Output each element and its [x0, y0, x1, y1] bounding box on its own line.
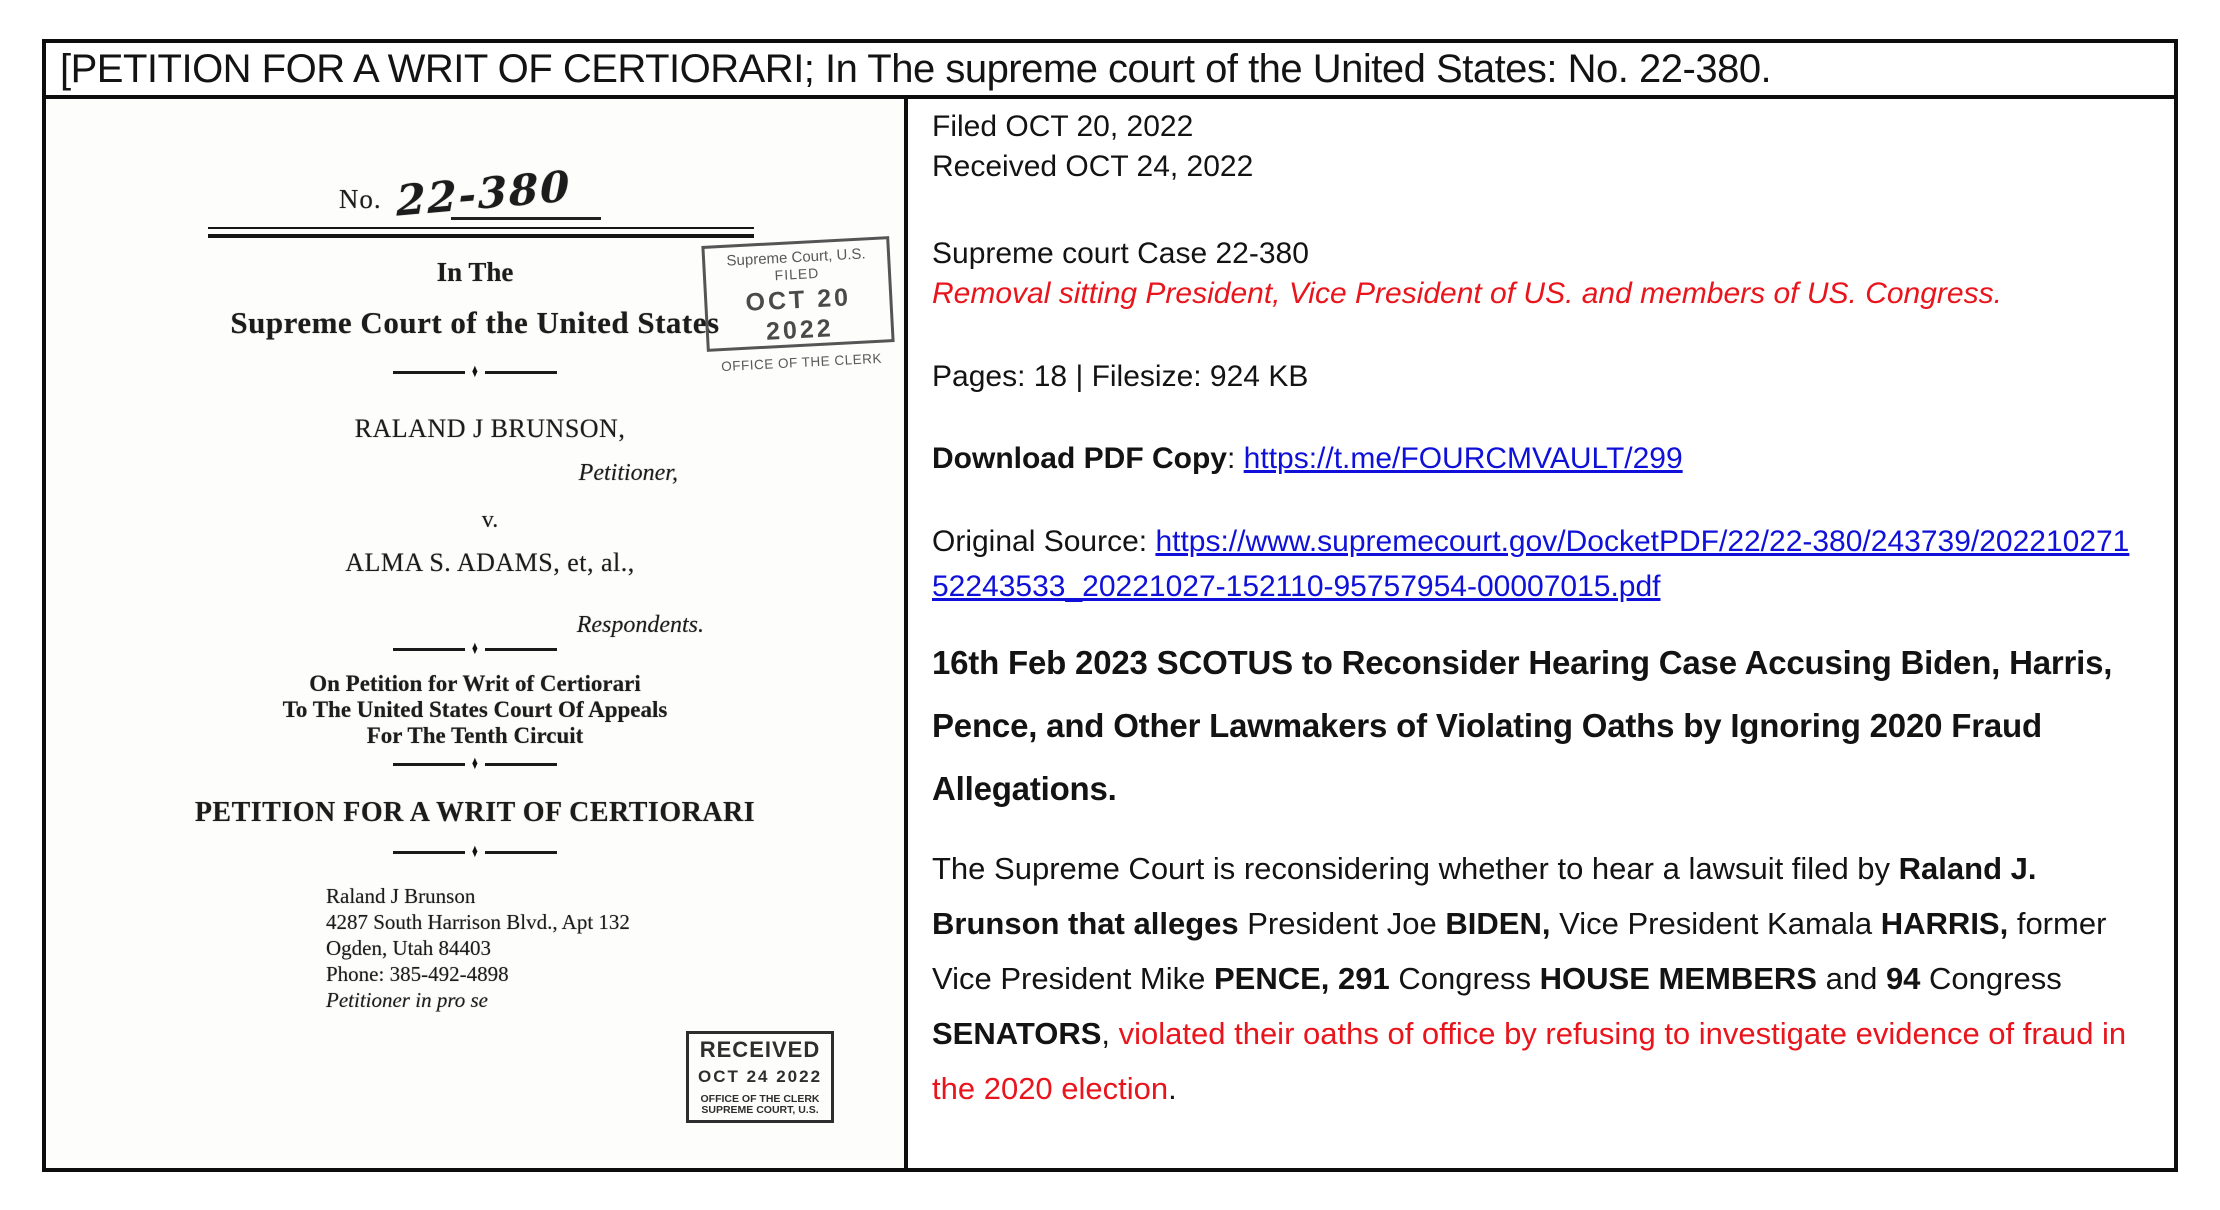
content-columns [46, 99, 2174, 1168]
divider-line [485, 648, 557, 651]
petition-statement-line: To The United States Court Of Appeals [282, 697, 668, 722]
case-number-handwritten: 22-380 [395, 161, 572, 226]
petitioner-contact-block [326, 883, 630, 1013]
case-caption [274, 414, 706, 639]
filed-stamp-filed: FILED [774, 264, 820, 284]
contact-street: 4287 South Harrison Blvd., Apt 132 [326, 910, 630, 934]
download-separator: : [1227, 442, 1244, 475]
divider-line [393, 371, 465, 374]
download-label: Download PDF Copy [932, 442, 1227, 475]
pages-filesize: Pages: 18 | Filesize: 924 KB [932, 360, 1309, 393]
contact-pro-se: Petitioner in pro se [326, 988, 488, 1012]
received-stamp-office: OFFICE OF THE CLERK [700, 1093, 820, 1105]
news-body-paragraph: The Supreme Court is reconsidering whether to hear a lawsuit filed by Raland J. Brunson that alleges President Joe BIDEN, Vice President Kamala HARRIS, former Vice President Mike PENCE, 291 Congress HOUSE MEMBERS and 94 Congress SENATORS, violated their oaths of office by refusing to investigate evidence of fraud in the 2020 election. [932, 851, 2127, 1106]
news-headline: 16th Feb 2023 SCOTUS to Reconsider Hearing Case Accusing Biden, Harris, Pence, and Other Lawmakers of Violating Oaths by Ignoring 2020 Fraud Allegations. [932, 644, 2113, 807]
case-details-panel [908, 99, 2174, 1168]
respondent-role: Respondents. [576, 612, 704, 638]
received-stamp-clerk [689, 1094, 831, 1116]
filed-stamp-date: OCT 20 2022 [744, 283, 852, 346]
divider-line [485, 371, 557, 374]
download-line [932, 439, 2146, 479]
contact-city: Ogden, Utah 84403 [326, 936, 492, 960]
petition-statement-line: On Petition for Writ of Certiorari [309, 671, 641, 696]
divider-line [393, 763, 465, 766]
received-stamp [686, 1031, 834, 1123]
court-intro: In The [436, 257, 514, 287]
source-line [932, 519, 2137, 609]
divider-line [393, 648, 465, 651]
diamond-separator-icon: ♦ [471, 753, 479, 774]
filing-dates [932, 107, 2146, 187]
filed-stamp-court: Supreme Court, U.S. [726, 245, 867, 270]
petition-statement-line: For The Tenth Circuit [366, 723, 584, 748]
page-title: [PETITION FOR A WRIT OF CERTIORARI; In The supreme court of the United States: No. 22-380. [60, 46, 1772, 91]
diamond-separator-icon: ♦ [471, 361, 479, 382]
respondent-name: ALMA S. ADAMS, et, al., [345, 548, 635, 577]
divider-line [393, 851, 465, 854]
case-summary [932, 234, 2146, 314]
double-rule [208, 227, 754, 238]
diamond-separator-icon: ♦ [471, 638, 479, 659]
section-divider [46, 753, 904, 774]
diamond-separator-icon: ♦ [471, 841, 479, 862]
case-number-label: No. [338, 184, 382, 214]
download-pdf-link[interactable]: https://t.me/FOURCMVAULT/299 [1243, 442, 1683, 475]
petitioner-name: RALAND J BRUNSON, [354, 414, 626, 443]
court-name: Supreme Court of the United States [230, 305, 720, 340]
original-source-link[interactable]: https://www.supremecourt.gov/DocketPDF/22/22-380/243739/20221027152243533_20221027-152110-95757954-00007015.pdf [932, 525, 2130, 603]
petition-statement [46, 671, 904, 749]
document-scan-panel [46, 99, 908, 1168]
divider-line [485, 763, 557, 766]
divider-line [485, 851, 557, 854]
received-date: Received OCT 24, 2022 [932, 150, 1254, 183]
versus-label: v. [481, 507, 499, 533]
petition-title: PETITION FOR A WRIT OF CERTIORARI [194, 797, 756, 828]
petition-info-sheet [42, 39, 2178, 1172]
source-label: Original Source: [932, 525, 1156, 558]
filed-date: Filed OCT 20, 2022 [932, 110, 1194, 143]
contact-name: Raland J Brunson [326, 884, 476, 908]
filed-stamp-clerk: OFFICE OF THE CLERK [720, 350, 883, 375]
section-divider [46, 841, 904, 862]
case-number-line: Supreme court Case 22-380 [932, 237, 1309, 270]
received-stamp-title: RECEIVED [699, 1037, 821, 1062]
received-stamp-date: OCT 24 2022 [697, 1067, 823, 1086]
filed-stamp [701, 236, 894, 375]
case-number-underline [451, 217, 601, 220]
title-banner [46, 43, 2174, 99]
section-divider [46, 638, 904, 659]
case-subject: Removal sitting President, Vice President of US. and members of US. Congress. [932, 277, 2002, 310]
case-number-line [46, 161, 864, 226]
petitioner-role: Petitioner, [578, 460, 678, 486]
received-stamp-court: SUPREME COURT, U.S. [701, 1104, 819, 1116]
contact-phone: Phone: 385-492-4898 [326, 962, 509, 986]
